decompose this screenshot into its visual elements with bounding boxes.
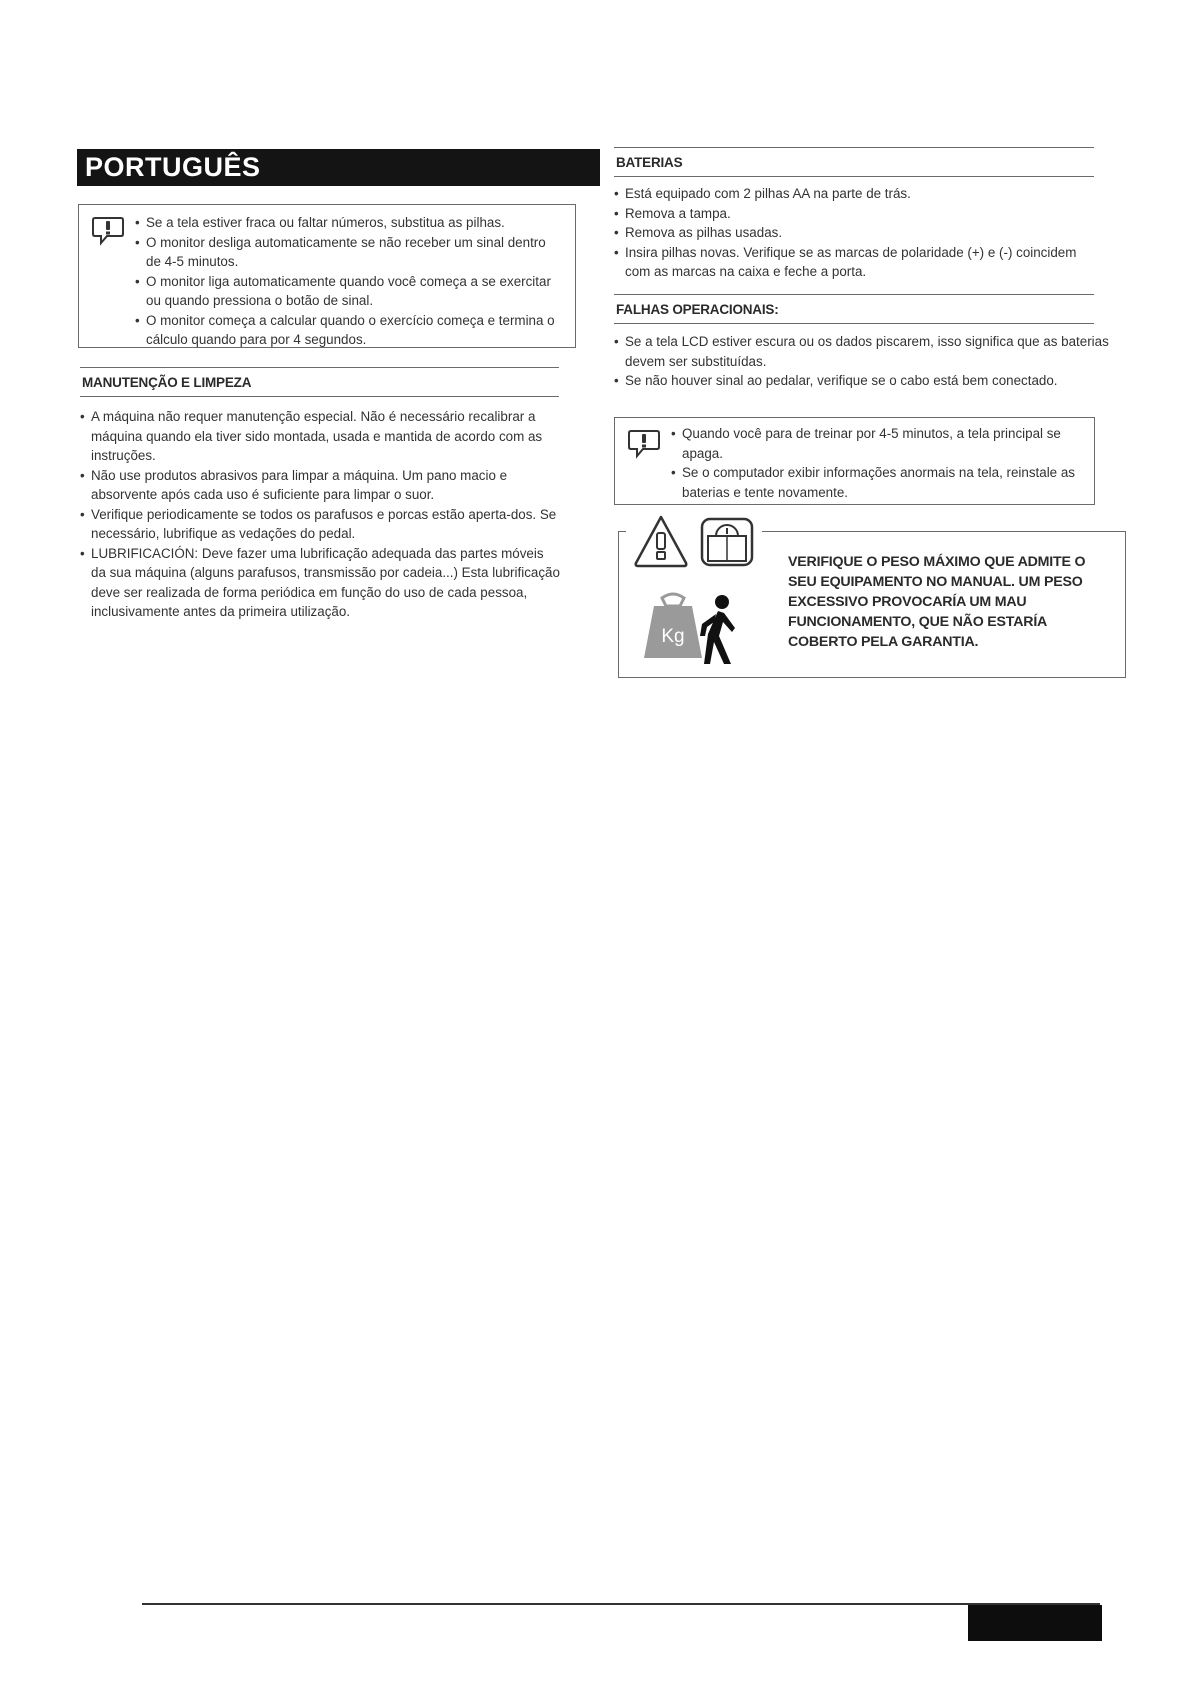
scale-icon [699,516,755,568]
section-title-maintenance: MANUTENÇÃO E LIMPEZA [80,367,559,397]
list-item: • Se o computador exibir informações anormais na tela, reinstale as baterias e tente novamente. [671,463,1083,502]
list-item: • Se não houver sinal ao pedalar, verifique se o cabo está bem conectado. [614,371,1114,391]
maintenance-list [80,407,562,622]
list-item: • Está equipado com 2 pilhas AA na parte de trás. [614,184,1104,204]
walking-person-icon [694,594,738,666]
list-item: • Remova a tampa. [614,204,1104,224]
note-box-display [614,417,1095,505]
list-item: • Remova as pilhas usadas. [614,223,1104,243]
list-item: • Se a tela estiver fraca ou faltar números, substitua as pilhas. [135,213,563,233]
list-item: • A máquina não requer manutenção especial. Não é necessário recalibrar a máquina quando ela tiver sido montada, usada e mantida de acordo com as instruções. [80,407,562,466]
info-speech-icon [627,428,661,460]
section-title-batteries: BATERIAS [614,147,1094,177]
list-item: • O monitor começa a calcular quando o exercício começa e termina o cálculo quando para por 4 segundos. [135,311,563,350]
list-item: • Se a tela LCD estiver escura ou os dados piscarem, isso significa que as baterias devem ser substituídas. [614,332,1114,371]
list-item: • Quando você para de treinar por 4-5 minutos, a tela principal se apaga. [671,424,1083,463]
list-item: • Não use produtos abrasivos para limpar a máquina. Um pano macio e absorvente após cada uso é suficiente para limpar o suor. [80,466,562,505]
list-item: • Verifique periodicamente se todos os parafusos e porcas estão aperta-dos. Se necessário, lubrifique as vedações do pedal. [80,505,562,544]
list-item: • LUBRIFICACIÓN: Deve fazer uma lubrificação adequada das partes móveis da sua máquina (alguns parafusos, transmissão por cadeia...) Esta lubrificação deve ser realizada de forma periódica em função do uso de cada pessoa, inclusivamente antes da primeira utilização. [80,544,562,622]
warning-triangle-icon [632,513,690,569]
list-item: • Insira pilhas novas. Verifique se as marcas de polaridade (+) e (-) coincidem com as marcas na caixa e feche a porta. [614,243,1104,282]
footer-rule [142,1603,1100,1605]
max-weight-warning-text: VERIFIQUE O PESO MÁXIMO QUE ADMITE O SEU EQUIPAMENTO NO MANUAL. UM PESO EXCESSIVO PROVOCARÍA UM MAU FUNCIONAMENTO, QUE NÃO ESTARÍA COBERTO PELA GARANTIA. [788,554,1086,650]
section-title-faults: FALHAS OPERACIONAIS: [614,294,1094,324]
batteries-list [614,184,1104,282]
list-item: • O monitor desliga automaticamente se não receber um sinal dentro de 4-5 minutos. [135,233,563,272]
language-header: PORTUGUÊS [77,149,600,186]
faults-list [614,332,1114,391]
page-number-block [968,1605,1102,1641]
weight-label: Kg [661,626,685,647]
info-speech-icon [91,215,125,247]
list-item: • O monitor liga automaticamente quando você começa a se exercitar ou quando pressiona o botão de sinal. [135,272,563,311]
note-box-monitor [78,204,576,348]
